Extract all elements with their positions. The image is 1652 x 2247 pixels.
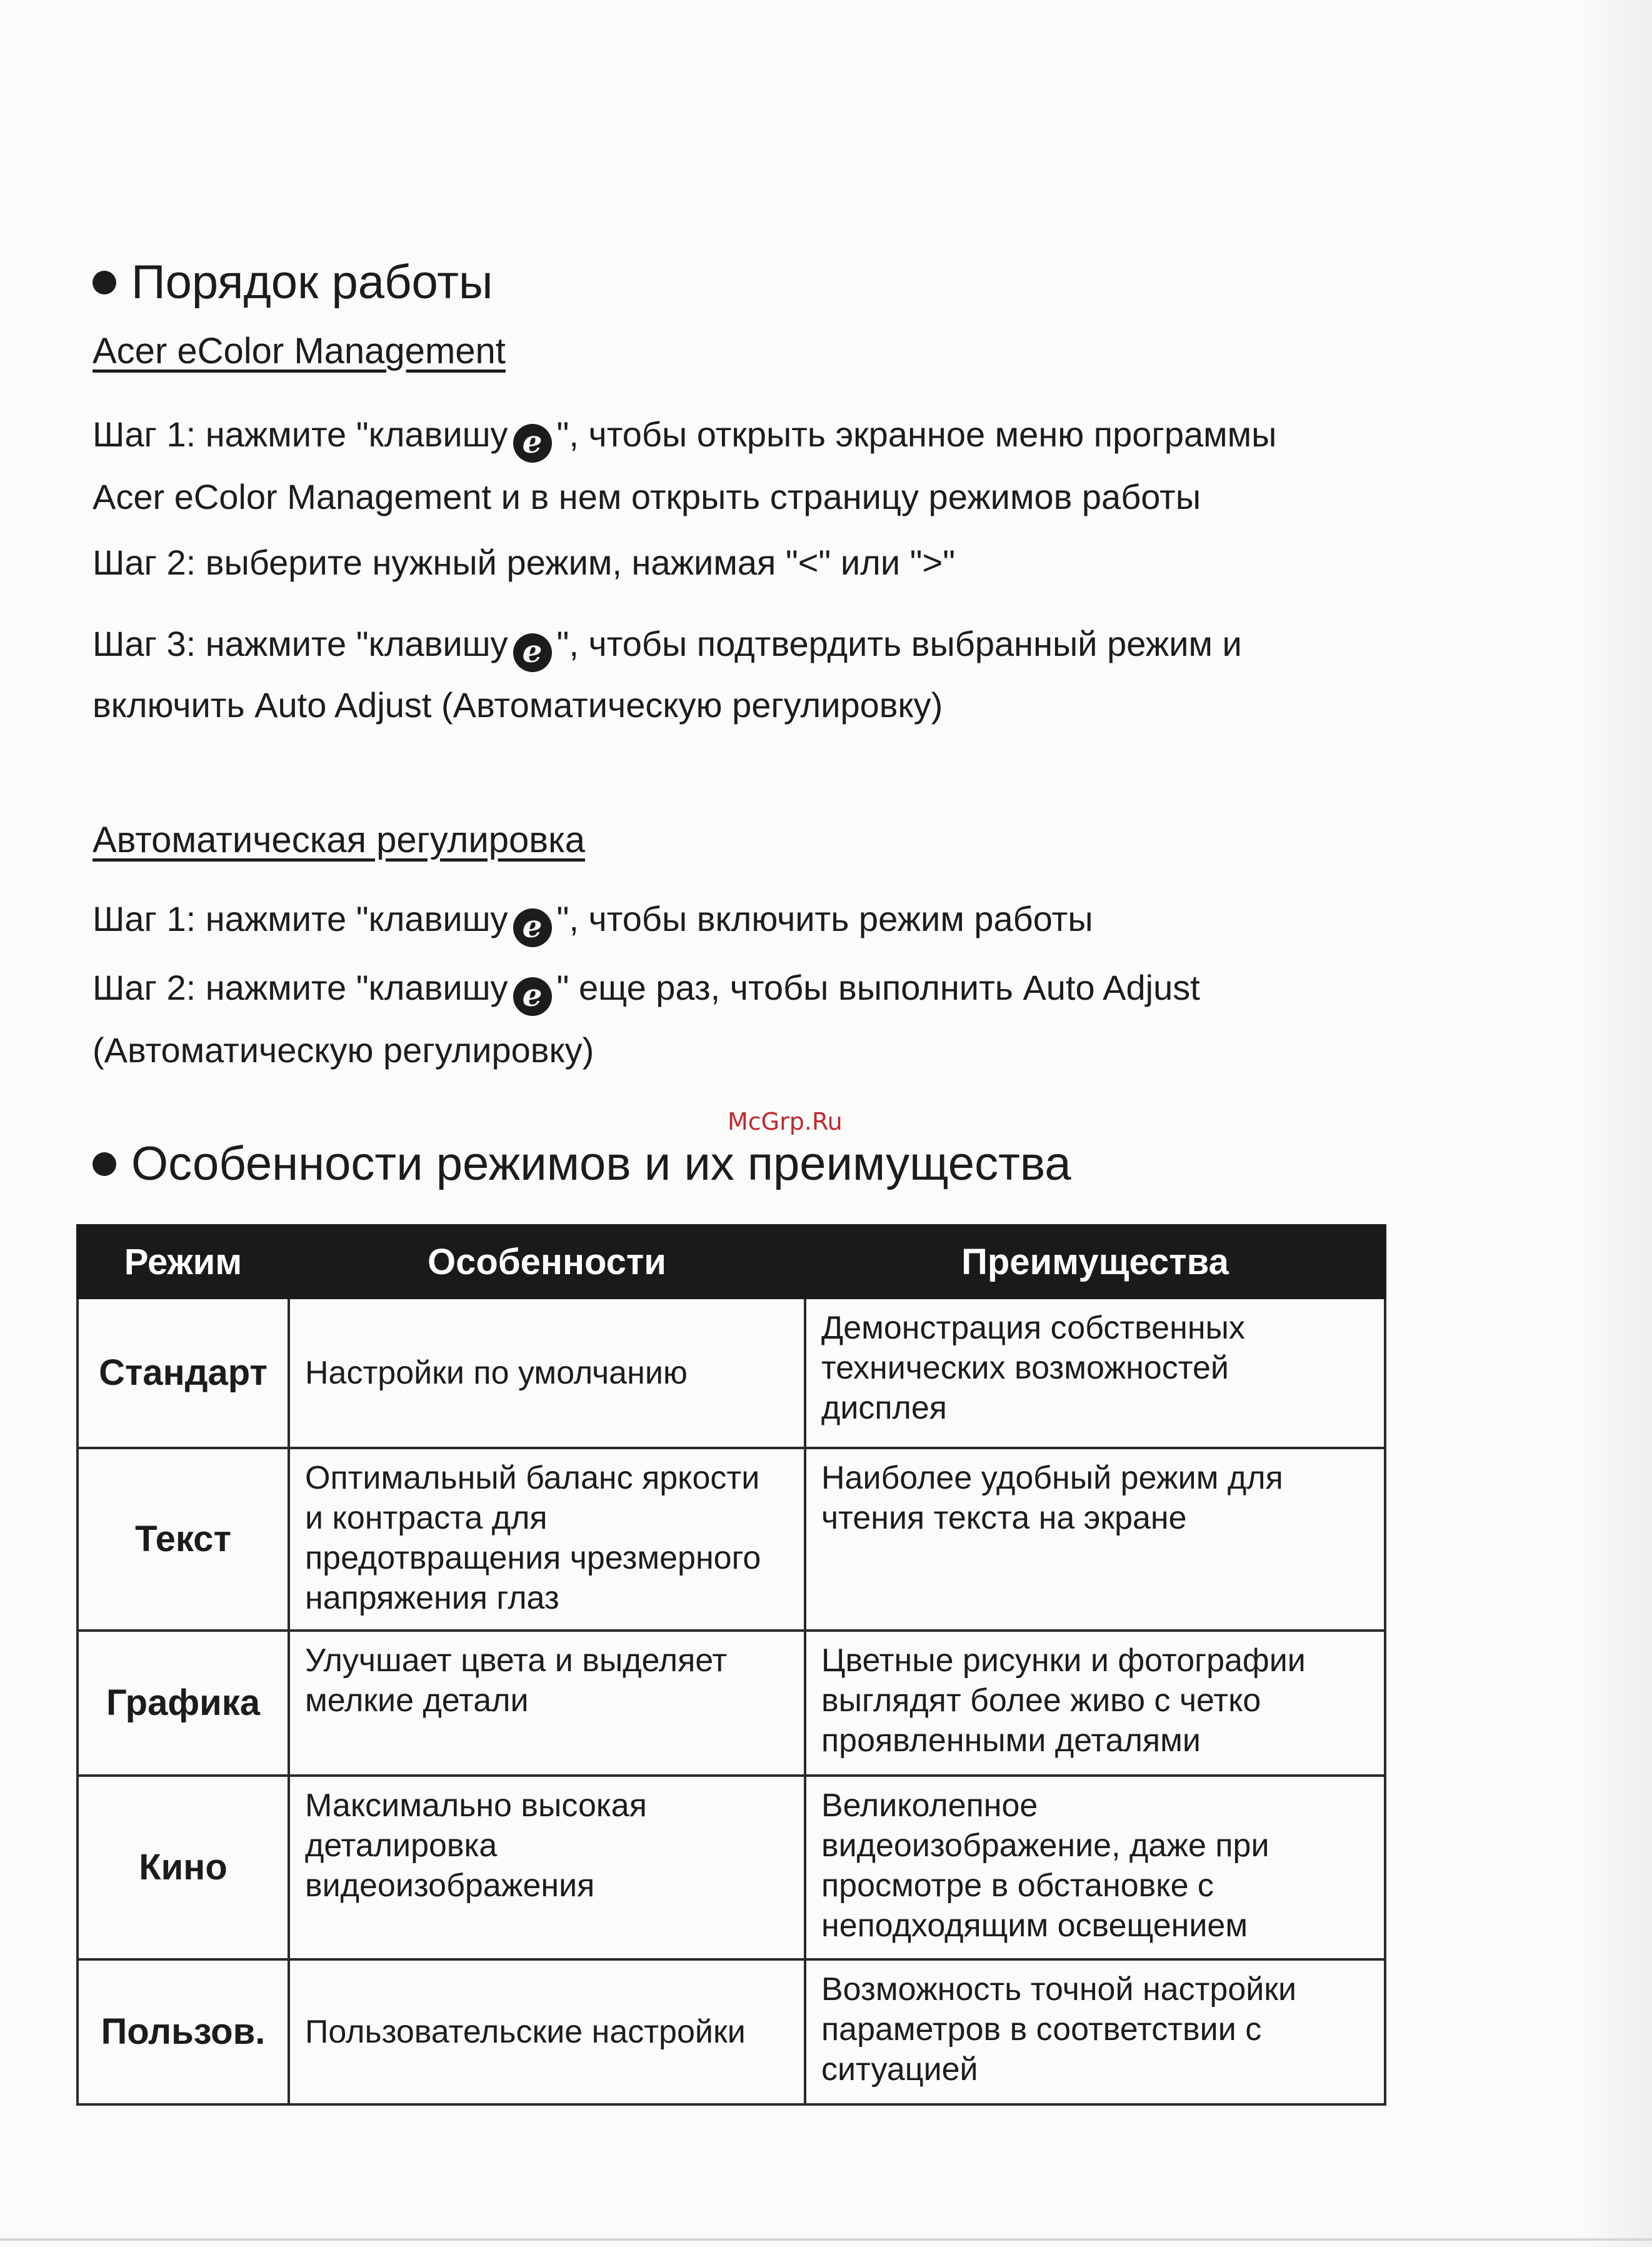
table-row [78, 1631, 1385, 1776]
ecolor-step3-text-a: Шаг 3: нажмите "клавишу [93, 624, 508, 663]
bullet-icon [93, 271, 116, 294]
auto-step1-text-b: ", чтобы включить режим работы [556, 899, 1093, 938]
row-features: Пользовательские настройки [289, 1959, 805, 2104]
table-header-row [78, 1225, 1385, 1298]
auto-step2-text-a: Шаг 2: нажмите "клавишу [93, 968, 508, 1007]
row-benefits: Возможность точной настройки параметров в соответствии с ситуацией [805, 1959, 1385, 2104]
ecolor-step1-line2: Acer eColor Management и в нем открыть страницу режимов работы [93, 477, 1201, 516]
watermark: McGrp.Ru [728, 1108, 843, 1135]
row-features: Максимально высокая деталировка видеоизображения [289, 1776, 805, 1959]
row-features: Оптимальный баланс яркости и контраста для предотвращения чрезмерного напряжения глаз [289, 1448, 805, 1631]
header-features: Особенности [289, 1225, 805, 1298]
auto-step2-line2: (Автоматическую регулировку) [93, 1030, 594, 1070]
ecolor-step3-text-b: ", чтобы подтвердить выбранный режим и [556, 624, 1242, 663]
row-benefits: Цветные рисунки и фотографии выглядят более живо с четко проявленными деталями [805, 1631, 1385, 1776]
table-row [78, 1959, 1385, 2104]
features-heading-text: Особенности режимов и их преимущества [131, 1137, 1071, 1190]
auto-step1 [93, 888, 1093, 950]
page-bottom-edge [0, 2238, 1652, 2241]
auto-step2-text-b: " еще раз, чтобы выполнить Auto Adjust [556, 968, 1200, 1007]
empowering-key-icon: e [513, 908, 552, 947]
ecolor-step3-line2: включить Auto Adjust (Автоматическую регулировку) [93, 685, 943, 725]
table-row [78, 1448, 1385, 1631]
auto-step1-text-a: Шаг 1: нажмите "клавишу [93, 899, 508, 938]
row-mode: Текст [78, 1448, 289, 1631]
row-features: Настройки по умолчанию [289, 1298, 805, 1448]
row-benefits: Демонстрация собственных технических возможностей дисплея [805, 1298, 1385, 1448]
row-mode: Пользов. [78, 1959, 289, 2104]
row-benefits: Великолепное видеоизображение, даже при просмотре в обстановке с неподходящим освещением [805, 1776, 1385, 1959]
ecolor-step3 [93, 613, 1242, 675]
ecolor-step2: Шаг 2: выберите нужный режим, нажимая "<" или ">" [93, 543, 956, 582]
empowering-key-icon: e [513, 977, 552, 1016]
features-heading [93, 1137, 1071, 1191]
row-mode: Стандарт [78, 1298, 289, 1448]
row-features: Улучшает цвета и выделяет мелкие детали [289, 1631, 805, 1776]
auto-step2 [93, 957, 1200, 1019]
ecolor-step1 [93, 403, 1276, 466]
bullet-icon [93, 1152, 116, 1176]
ecolor-subheading: Acer eColor Management [93, 331, 506, 371]
table-row [78, 1298, 1385, 1448]
modes-table [76, 1224, 1386, 2106]
auto-adjust-subheading: Автоматическая регулировка [93, 820, 585, 860]
operation-heading-text: Порядок работы [131, 256, 493, 309]
table-row [78, 1776, 1385, 1959]
operation-heading [93, 255, 493, 309]
row-benefits: Наиболее удобный режим для чтения текста на экране [805, 1448, 1385, 1631]
row-mode: Кино [78, 1776, 289, 1959]
empowering-key-icon: e [513, 424, 552, 463]
header-mode: Режим [78, 1225, 289, 1298]
ecolor-step1-text-b: ", чтобы открыть экранное меню программы [556, 415, 1277, 454]
empowering-key-icon: e [513, 633, 552, 672]
page-edge-shadow [1577, 0, 1652, 2247]
ecolor-step1-text-a: Шаг 1: нажмите "клавишу [93, 415, 508, 454]
row-mode: Графика [78, 1631, 289, 1776]
header-benefits: Преимущества [805, 1225, 1385, 1298]
